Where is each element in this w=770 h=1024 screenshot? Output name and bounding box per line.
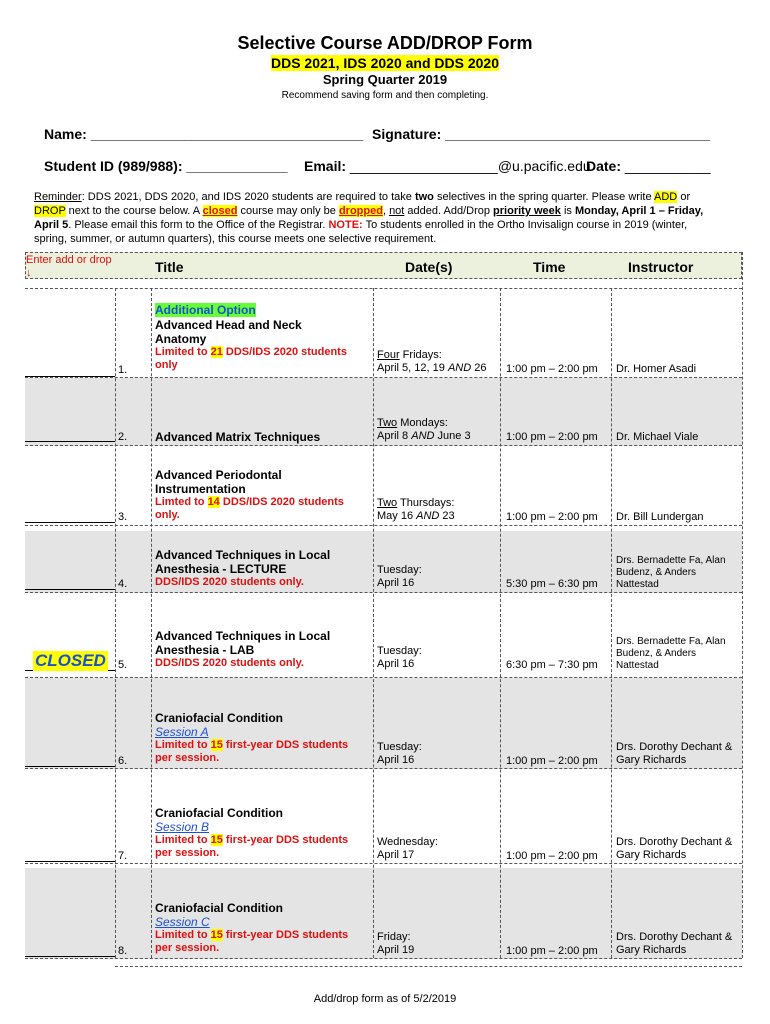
session-link: Session A: [155, 725, 209, 739]
instructor-cell: Drs. Bernadette Fa, Alan Budenz, & Anders Nattestad: [616, 555, 726, 590]
instructor-header: Instructor: [628, 259, 694, 275]
row-number: 4.: [118, 578, 128, 590]
date-field[interactable]: Date: ___________: [586, 158, 711, 174]
email-field[interactable]: Email: ___________________@u.pacific.edu: [304, 158, 591, 174]
dates-cell: Friday: April 19: [377, 931, 415, 956]
name-field[interactable]: Name: ___________________________________: [44, 126, 364, 142]
row-number: 6.: [118, 755, 128, 767]
additional-option-badge: Additional Option: [155, 303, 256, 317]
signature-field[interactable]: Signature: __________________________________: [372, 126, 710, 142]
time-cell: 1:00 pm – 2:00 pm: [506, 755, 598, 767]
instructor-cell: Drs. Dorothy Dechant & Gary Richards: [616, 836, 733, 861]
session-link: Session C: [155, 915, 210, 929]
add-drop-input-8[interactable]: [25, 956, 115, 957]
time-cell: 5:30 pm – 6:30 pm: [506, 578, 598, 590]
add-drop-input-2[interactable]: [25, 441, 115, 442]
course-title-cell: Craniofacial Condition Session B Limited to 15 first-year DDS students per session.: [155, 806, 370, 860]
instructor-cell: Dr. Michael Viale: [616, 431, 699, 443]
dates-cell: Four Fridays: April 5, 12, 19 AND 26: [377, 349, 487, 374]
instructor-cell: Drs. Dorothy Dechant & Gary Richards: [616, 741, 733, 766]
add-drop-input-1[interactable]: [25, 376, 115, 377]
course-title-cell: Craniofacial Condition Session C Limited to 15 first-year DDS students per session.: [155, 901, 370, 955]
instructor-cell: Drs. Bernadette Fa, Alan Budenz, & Anders Nattestad: [616, 636, 726, 671]
form-quarter: Spring Quarter 2019: [322, 72, 448, 87]
time-cell: 1:00 pm – 2:00 pm: [506, 363, 598, 375]
reminder-text: Reminder: DDS 2021, DDS 2020, and IDS 2020 students are required to take two selectives in the spring quarter. Please write ADD or DROP next to the course below. A closed course may only be dropped, not added. Add/Drop priority week is Monday, April 1 – Friday, April 5. Please email this form to the Office of the Registrar. NOTE: To students enrolled in the Ortho Invisalign course in 2019 (winter, spring, summer, or autumn quarters), this course meets one selective requirement.: [34, 191, 704, 245]
time-cell: 1:00 pm – 2:00 pm: [506, 431, 598, 443]
dates-cell: Tuesday: April 16: [377, 564, 422, 589]
down-arrow-icon: ↓: [26, 267, 32, 279]
instructor-cell: Drs. Dorothy Dechant & Gary Richards: [616, 931, 733, 956]
dates-cell: Tuesday: April 16: [377, 741, 422, 766]
row-number: 1.: [118, 364, 128, 376]
time-cell: 1:00 pm – 2:00 pm: [506, 511, 598, 523]
time-cell: 6:30 pm – 7:30 pm: [506, 659, 598, 671]
form-note: Recommend saving form and then completing.: [281, 90, 489, 101]
add-drop-input-4[interactable]: [25, 589, 115, 590]
add-drop-input-6[interactable]: [25, 766, 115, 767]
add-drop-input-7[interactable]: [25, 861, 115, 862]
row-number: 7.: [118, 850, 128, 862]
instructor-cell: Dr. Homer Asadi: [616, 363, 697, 375]
form-subtitle: DDS 2021, IDS 2020 and DDS 2020: [270, 55, 499, 71]
course-title-cell: Advanced Matrix Techniques: [155, 430, 321, 444]
row-number: 3.: [118, 511, 128, 523]
student-id-field[interactable]: Student ID (989/988): _____________: [44, 158, 288, 174]
add-drop-header: Enter add or drop ↓: [26, 254, 112, 279]
table-bottom-border: [115, 966, 742, 967]
form-title: Selective Course ADD/DROP Form: [237, 33, 533, 53]
add-drop-input-3[interactable]: [25, 522, 115, 523]
time-header: Time: [533, 259, 566, 275]
title-header: Title: [155, 259, 184, 275]
course-title-cell: Additional Option Advanced Head and Neck Anatomy Limited to 21 DDS/IDS 2020 students only: [155, 303, 347, 371]
session-link: Session B: [155, 820, 210, 834]
dates-cell: Wednesday: April 17: [377, 836, 438, 861]
footer-note: Add/drop form as of 5/2/2019: [313, 993, 457, 1005]
course-title-cell: Advanced Techniques in Local Anesthesia - LAB DDS/IDS 2020 students only.: [155, 629, 331, 669]
dates-cell: Two Mondays: April 8 AND June 3: [377, 417, 471, 442]
row-number: 8.: [118, 945, 128, 957]
dates-header: Date(s): [405, 259, 453, 275]
course-title-cell: Advanced Periodontal Instrumentation Limted to 14 DDS/IDS 2020 students only.: [155, 468, 344, 521]
instructor-cell: Dr. Bill Lundergan: [616, 511, 704, 523]
time-cell: 1:00 pm – 2:00 pm: [506, 945, 598, 957]
dates-cell: Tuesday: April 16: [377, 645, 422, 670]
closed-badge: CLOSED: [35, 651, 106, 670]
course-title-cell: Craniofacial Condition Session A Limited to 15 first-year DDS students per session.: [155, 711, 370, 765]
time-cell: 1:00 pm – 2:00 pm: [506, 850, 598, 862]
row-number: 2.: [118, 431, 128, 443]
dates-cell: Two Thursdays: May 16 AND 23: [377, 497, 455, 522]
row-number: 5.: [118, 659, 128, 671]
course-title-cell: Advanced Techniques in Local Anesthesia - LECTURE DDS/IDS 2020 students only.: [155, 548, 331, 588]
